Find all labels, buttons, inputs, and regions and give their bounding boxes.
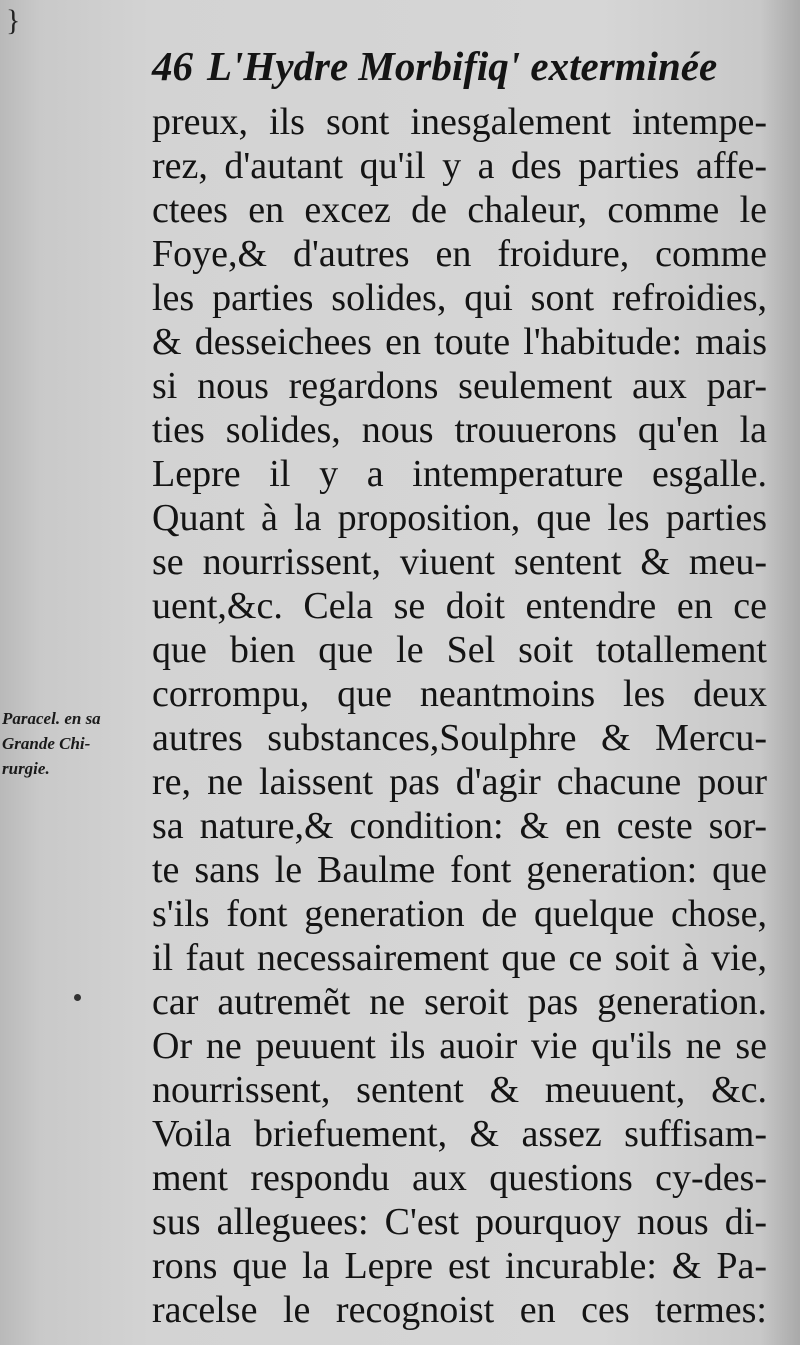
text-line: autres substances,Soulphre & Mercu- xyxy=(152,717,767,759)
margin-note-line: Grande Chi- xyxy=(2,734,91,753)
running-title: L'Hydre Morbifiq' exterminée xyxy=(207,43,718,89)
ink-speck xyxy=(74,994,81,1001)
text-line: ment respondu aux questions cy-des- xyxy=(152,1157,767,1199)
text-line: il faut necessairement que ce soit à vie, xyxy=(152,937,767,979)
text-line: rons que la Lepre est incurable: & Pa- xyxy=(152,1245,767,1287)
text-line: ties solides, nous trouuerons qu'en la xyxy=(152,409,767,451)
text-line: sus alleguees: C'est pourquoy nous di- xyxy=(152,1201,767,1243)
body-text xyxy=(152,100,767,1332)
text-line: re, ne laissent pas d'agir chacune pour xyxy=(152,761,767,803)
text-line: Foye,& d'autres en froidure, comme xyxy=(152,233,767,275)
text-line: sa nature,& condition: & en ceste sor- xyxy=(152,805,767,847)
text-line: nourrissent, sentent & meuuent, &c. xyxy=(152,1069,767,1111)
text-line: corrompu, que neantmoins les deux xyxy=(152,673,767,715)
text-line: Quant à la proposition, que les parties xyxy=(152,497,767,539)
page-number: 46 xyxy=(152,43,193,89)
corner-mark: } xyxy=(6,4,21,37)
text-line: rez, d'autant qu'il y a des parties affe- xyxy=(152,145,767,187)
text-line: te sans le Baulme font generation: que xyxy=(152,849,767,891)
running-header xyxy=(152,38,772,94)
text-line: se nourrissent, viuent sentent & meu- xyxy=(152,541,767,583)
text-line: Or ne peuuent ils auoir vie qu'ils ne se xyxy=(152,1025,767,1067)
text-line: preux, ils sont inesgalement intempe- xyxy=(152,101,767,143)
text-line: que bien que le Sel soit totallement xyxy=(152,629,767,671)
text-line: uent,&c. Cela se doit entendre en ce xyxy=(152,585,767,627)
text-line: ctees en excez de chaleur, comme le xyxy=(152,189,767,231)
text-line: & desseichees en toute l'habitude: mais xyxy=(152,321,767,363)
text-line: racelse le recognoist en ces termes: xyxy=(152,1289,767,1331)
margin-note-line: Paracel. en sa xyxy=(2,709,101,728)
text-line: si nous regardons seulement aux par- xyxy=(152,365,767,407)
text-line: Lepre il y a intemperature esgalle. xyxy=(152,453,767,495)
text-line: s'ils font generation de quelque chose, xyxy=(152,893,767,935)
text-line: Voila briefuement, & assez suffisam- xyxy=(152,1113,767,1155)
text-line: les parties solides, qui sont refroidies, xyxy=(152,277,767,319)
text-line: car autremẽt ne seroit pas generation. xyxy=(152,981,767,1023)
margin-note xyxy=(2,706,152,781)
margin-note-line: rurgie. xyxy=(2,759,50,778)
